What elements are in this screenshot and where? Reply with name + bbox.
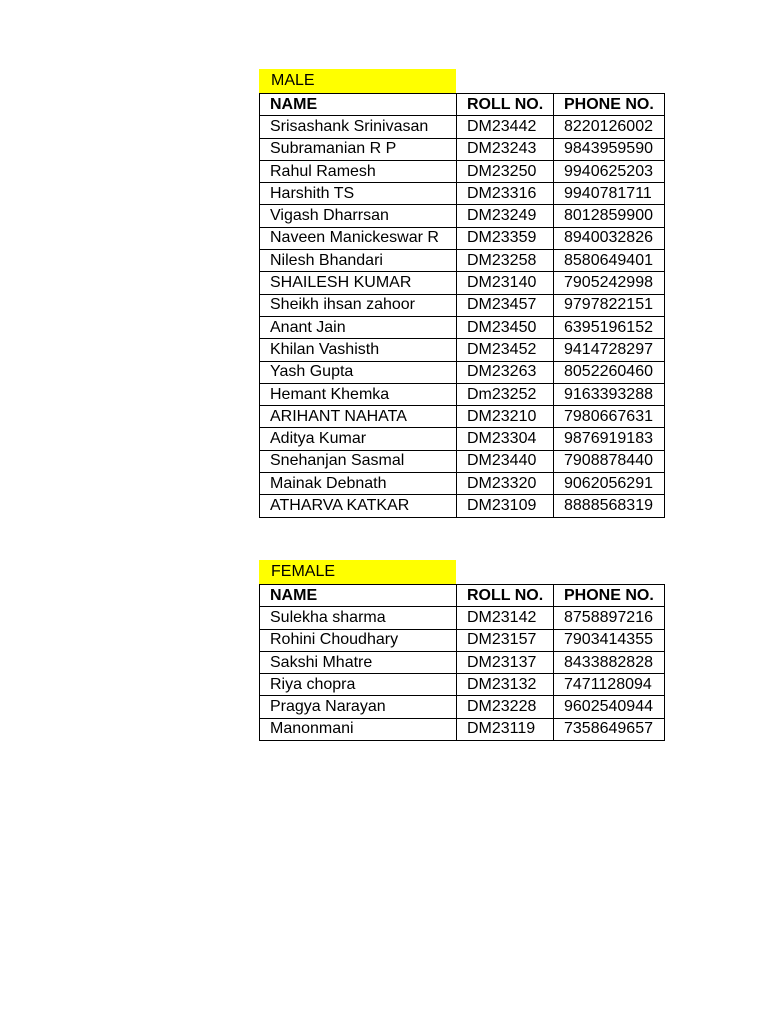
phone-column-header: PHONE NO.: [554, 94, 665, 116]
table-row: [260, 227, 665, 249]
roll-no-cell: DM23263: [457, 361, 554, 383]
roll-no-cell: DM23157: [457, 629, 554, 651]
phone-no-cell: 8433882828: [554, 651, 665, 673]
name-cell: Sakshi Mhatre: [260, 651, 457, 673]
name-cell: Sheikh ihsan zahoor: [260, 294, 457, 316]
table-row: [260, 607, 665, 629]
phone-no-cell: 8940032826: [554, 227, 665, 249]
name-cell: Hemant Khemka: [260, 383, 457, 405]
name-column-header: NAME: [260, 585, 457, 607]
male-header-row: [260, 94, 665, 116]
phone-no-cell: 6395196152: [554, 316, 665, 338]
table-row: [260, 116, 665, 138]
table-row: [260, 450, 665, 472]
female-header-row: [260, 585, 665, 607]
name-cell: Harshith TS: [260, 183, 457, 205]
name-cell: Sulekha sharma: [260, 607, 457, 629]
table-row: [260, 183, 665, 205]
roll-no-cell: DM23304: [457, 428, 554, 450]
phone-no-cell: 7471128094: [554, 674, 665, 696]
roll-no-cell: DM23452: [457, 339, 554, 361]
roll-no-cell: DM23140: [457, 272, 554, 294]
table-row: [260, 160, 665, 182]
phone-no-cell: 8580649401: [554, 250, 665, 272]
phone-column-header: PHONE NO.: [554, 585, 665, 607]
name-cell: Nilesh Bhandari: [260, 250, 457, 272]
male-table-body: [260, 116, 665, 517]
table-row: [260, 138, 665, 160]
table-row: [260, 651, 665, 673]
roll-no-cell: DM23228: [457, 696, 554, 718]
phone-no-cell: 9062056291: [554, 473, 665, 495]
table-row: [260, 473, 665, 495]
phone-no-cell: 9602540944: [554, 696, 665, 718]
name-column-header: NAME: [260, 94, 457, 116]
roll-column-header: ROLL NO.: [457, 585, 554, 607]
phone-no-cell: 8012859900: [554, 205, 665, 227]
roll-no-cell: DM23442: [457, 116, 554, 138]
name-cell: Rahul Ramesh: [260, 160, 457, 182]
phone-no-cell: 9797822151: [554, 294, 665, 316]
phone-no-cell: 9876919183: [554, 428, 665, 450]
name-cell: Anant Jain: [260, 316, 457, 338]
phone-no-cell: 7903414355: [554, 629, 665, 651]
phone-no-cell: 9940625203: [554, 160, 665, 182]
phone-no-cell: 9163393288: [554, 383, 665, 405]
phone-no-cell: 7905242998: [554, 272, 665, 294]
name-cell: Naveen Manickeswar R: [260, 227, 457, 249]
male-section: [259, 69, 664, 518]
roll-no-cell: DM23119: [457, 718, 554, 740]
roll-no-cell: DM23243: [457, 138, 554, 160]
name-cell: ATHARVA KATKAR: [260, 495, 457, 517]
table-row: [260, 428, 665, 450]
table-row: [260, 406, 665, 428]
roll-no-cell: DM23210: [457, 406, 554, 428]
female-table-body: [260, 607, 665, 741]
roll-no-cell: DM23359: [457, 227, 554, 249]
table-row: [260, 495, 665, 517]
female-section-label: FEMALE: [259, 560, 456, 584]
name-cell: Yash Gupta: [260, 361, 457, 383]
roll-no-cell: DM23142: [457, 607, 554, 629]
female-table: [259, 584, 665, 741]
name-cell: ARIHANT NAHATA: [260, 406, 457, 428]
phone-no-cell: 9414728297: [554, 339, 665, 361]
phone-no-cell: 8052260460: [554, 361, 665, 383]
table-row: [260, 383, 665, 405]
roll-no-cell: DM23250: [457, 160, 554, 182]
phone-no-cell: 7980667631: [554, 406, 665, 428]
roll-no-cell: DM23258: [457, 250, 554, 272]
roll-no-cell: DM23316: [457, 183, 554, 205]
roll-no-cell: DM23249: [457, 205, 554, 227]
roll-no-cell: DM23440: [457, 450, 554, 472]
roll-no-cell: Dm23252: [457, 383, 554, 405]
table-row: [260, 696, 665, 718]
name-cell: Vigash Dharrsan: [260, 205, 457, 227]
name-cell: Riya chopra: [260, 674, 457, 696]
name-cell: Rohini Choudhary: [260, 629, 457, 651]
name-cell: Aditya Kumar: [260, 428, 457, 450]
table-row: [260, 339, 665, 361]
roll-no-cell: DM23450: [457, 316, 554, 338]
roll-no-cell: DM23132: [457, 674, 554, 696]
female-section: [259, 560, 664, 741]
phone-no-cell: 8888568319: [554, 495, 665, 517]
roll-no-cell: DM23109: [457, 495, 554, 517]
phone-no-cell: 8220126002: [554, 116, 665, 138]
name-cell: SHAILESH KUMAR: [260, 272, 457, 294]
table-row: [260, 361, 665, 383]
phone-no-cell: 8758897216: [554, 607, 665, 629]
table-row: [260, 272, 665, 294]
name-cell: Pragya Narayan: [260, 696, 457, 718]
table-row: [260, 250, 665, 272]
name-cell: Khilan Vashisth: [260, 339, 457, 361]
male-section-label: MALE: [259, 69, 456, 93]
table-row: [260, 205, 665, 227]
name-cell: Mainak Debnath: [260, 473, 457, 495]
phone-no-cell: 7358649657: [554, 718, 665, 740]
roll-no-cell: DM23137: [457, 651, 554, 673]
roll-column-header: ROLL NO.: [457, 94, 554, 116]
table-row: [260, 316, 665, 338]
phone-no-cell: 7908878440: [554, 450, 665, 472]
table-row: [260, 294, 665, 316]
phone-no-cell: 9940781711: [554, 183, 665, 205]
roll-no-cell: DM23457: [457, 294, 554, 316]
roll-no-cell: DM23320: [457, 473, 554, 495]
table-row: [260, 718, 665, 740]
table-row: [260, 629, 665, 651]
name-cell: Subramanian R P: [260, 138, 457, 160]
name-cell: Srisashank Srinivasan: [260, 116, 457, 138]
table-row: [260, 674, 665, 696]
name-cell: Manonmani: [260, 718, 457, 740]
male-table: [259, 93, 665, 518]
name-cell: Snehanjan Sasmal: [260, 450, 457, 472]
phone-no-cell: 9843959590: [554, 138, 665, 160]
